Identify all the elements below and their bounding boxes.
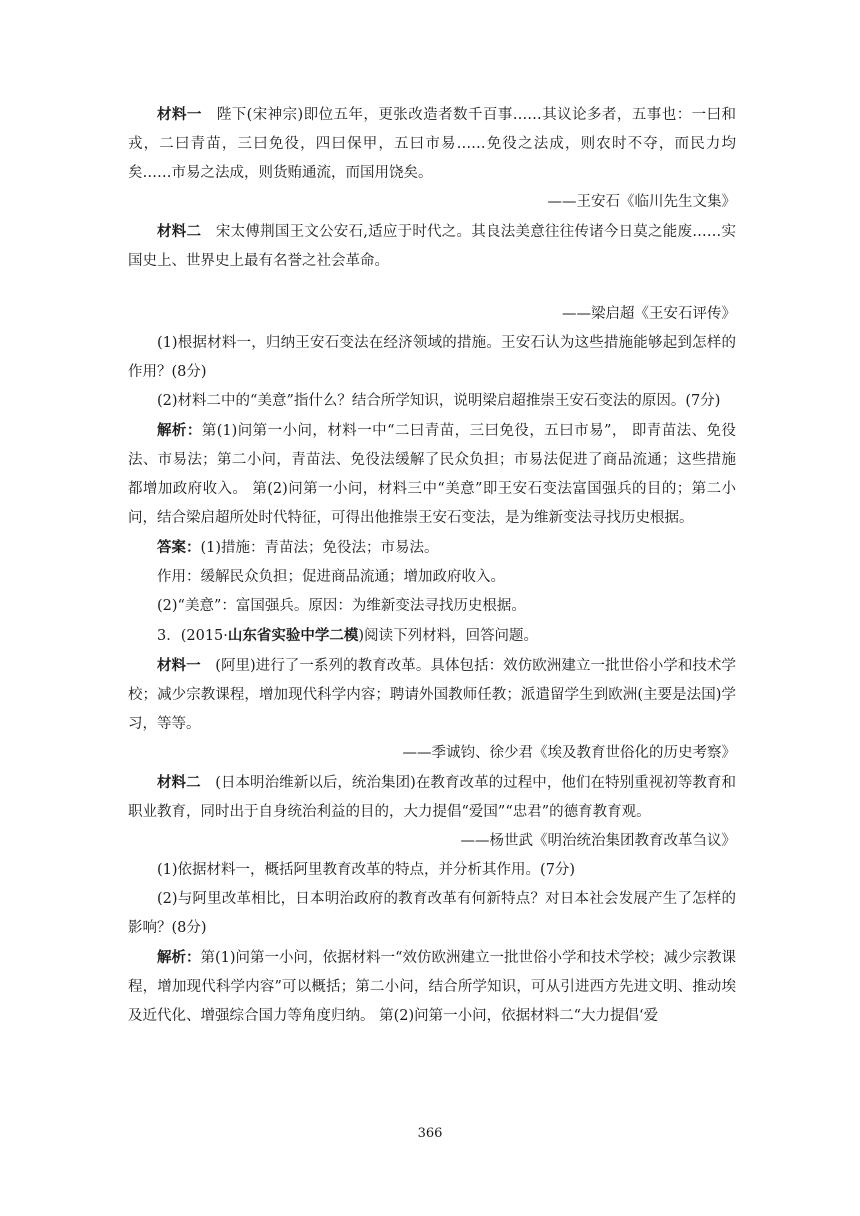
material-3 xyxy=(128,651,736,739)
analysis-1-label: 解析： xyxy=(157,422,202,439)
analysis-2 xyxy=(128,943,736,1031)
spacer xyxy=(128,276,736,300)
question-3-school: 山东省实验中学二模 xyxy=(227,627,359,644)
material-3-label: 材料一 xyxy=(157,657,201,674)
material-4 xyxy=(128,768,736,827)
question-4: (1)依据材料一，概括阿里教育改革的特点，并分析其作用。(7分) xyxy=(157,862,576,878)
question-1: (1)根据材料一，归纳王安石变法在经济领域的措施。王安石认为这些措施能够起到怎样的作用？(8分) xyxy=(128,335,736,380)
material-4-label: 材料二 xyxy=(157,774,201,791)
question-2: (2)材料二中的“美意”指什么？结合所学知识，说明梁启超推崇王安石变法的原因。(7分) xyxy=(157,393,721,409)
page-number: 366 xyxy=(417,1126,443,1141)
answer-line-1 xyxy=(128,533,736,563)
material-1-source: ——王安石《临川先生文集》 xyxy=(547,194,736,210)
question-3-heading xyxy=(128,621,736,651)
answer-line-1-text: (1)措施：青苗法；免役法；市易法。 xyxy=(200,540,439,556)
material-2-text: 宋太傅荆国王文公安石,适应于时代之。其良法美意往往传诸今日莫之能废……实国史上、世界史上最有名誉之社会革命。 xyxy=(128,224,736,269)
material-4-source: ——杨世武《明治统治集团教育改革刍议》 xyxy=(460,833,736,849)
analysis-2-text: 第(1)问第一小问，依据材料一“效仿欧洲建立一批世俗小学和技术学校；减少宗教课程，增加现代科学内容”可以概括；第二小问，结合所学知识，可从引进西方先进文明、推动埃及近代化、增强综合国力等角度归纳。 第(2)问第一小问，依据材料二“大力提倡‘爱 xyxy=(128,950,737,1024)
analysis-1 xyxy=(128,416,736,533)
answer-label: 答案： xyxy=(157,539,201,556)
material-2 xyxy=(128,217,736,276)
material-3-text: (阿里)进行了一系列的教育改革。具体包括：效仿欧洲建立一批世俗小学和技术学校；减少宗教课程，增加现代科学内容；聘请外国教师任教；派遣留学生到欧洲(主要是法国)学习，等等。 xyxy=(128,658,737,732)
page-content xyxy=(128,100,736,1031)
material-4-text: (日本明治维新以后，统治集团)在教育改革的过程中，他们在特别重视初等教育和职业教育，同时出于自身统治利益的目的，大力提倡“爱国”“忠君”的德育教育观。 xyxy=(128,775,737,820)
analysis-2-label: 解析： xyxy=(157,949,201,966)
material-1-text: 陛下(宋神宗)即位五年，更张改造者数千百事……其议论多者，五事也：一曰和戎，二曰青苗，三曰免役，四曰保甲，五曰市易……免役之法成，则农时不夺，而民力均矣……市易之法成，则货贿通流，而国用饶矣。 xyxy=(128,107,737,181)
answer-line-3: (2)“美意”：富国强兵。原因：为维新变法寻找历史根据。 xyxy=(157,598,526,614)
answer-line-2: 作用：缓解民众负担；促进商品流通；增加政府收入。 xyxy=(157,569,505,585)
material-2-label: 材料二 xyxy=(157,223,202,240)
material-1 xyxy=(128,100,736,188)
material-3-source: ——季诚钧、徐少君《埃及教育世俗化的历史考察》 xyxy=(402,745,736,761)
material-1-label: 材料一 xyxy=(157,106,202,123)
question-5: (2)与阿里改革相比，日本明治政府的教育改革有何新特点？对日本社会发展产生了怎样的影响？(8分) xyxy=(128,891,736,936)
question-3-prefix: 3．(2015· xyxy=(157,628,228,644)
material-2-source: ——梁启超《王安石评传》 xyxy=(562,306,736,322)
question-3-suffix: )阅读下列材料，回答问题。 xyxy=(358,628,539,644)
analysis-1-text: 第(1)问第一小问，材料一中“二曰青苗，三曰免役，五曰市易”， 即青苗法、免役法、市易法；第二小问，青苗法、免役法缓解了民众负担；市易法促进了商品流通；这些措施都增加政府收入。 第(2)问第一小问，材料三中“美意”即王安石变法富国强兵的目的；第二小问，结合梁启超所处时代特征，可得出他推崇王安石变法，是为维新变法寻找历史根据。 xyxy=(128,423,736,526)
